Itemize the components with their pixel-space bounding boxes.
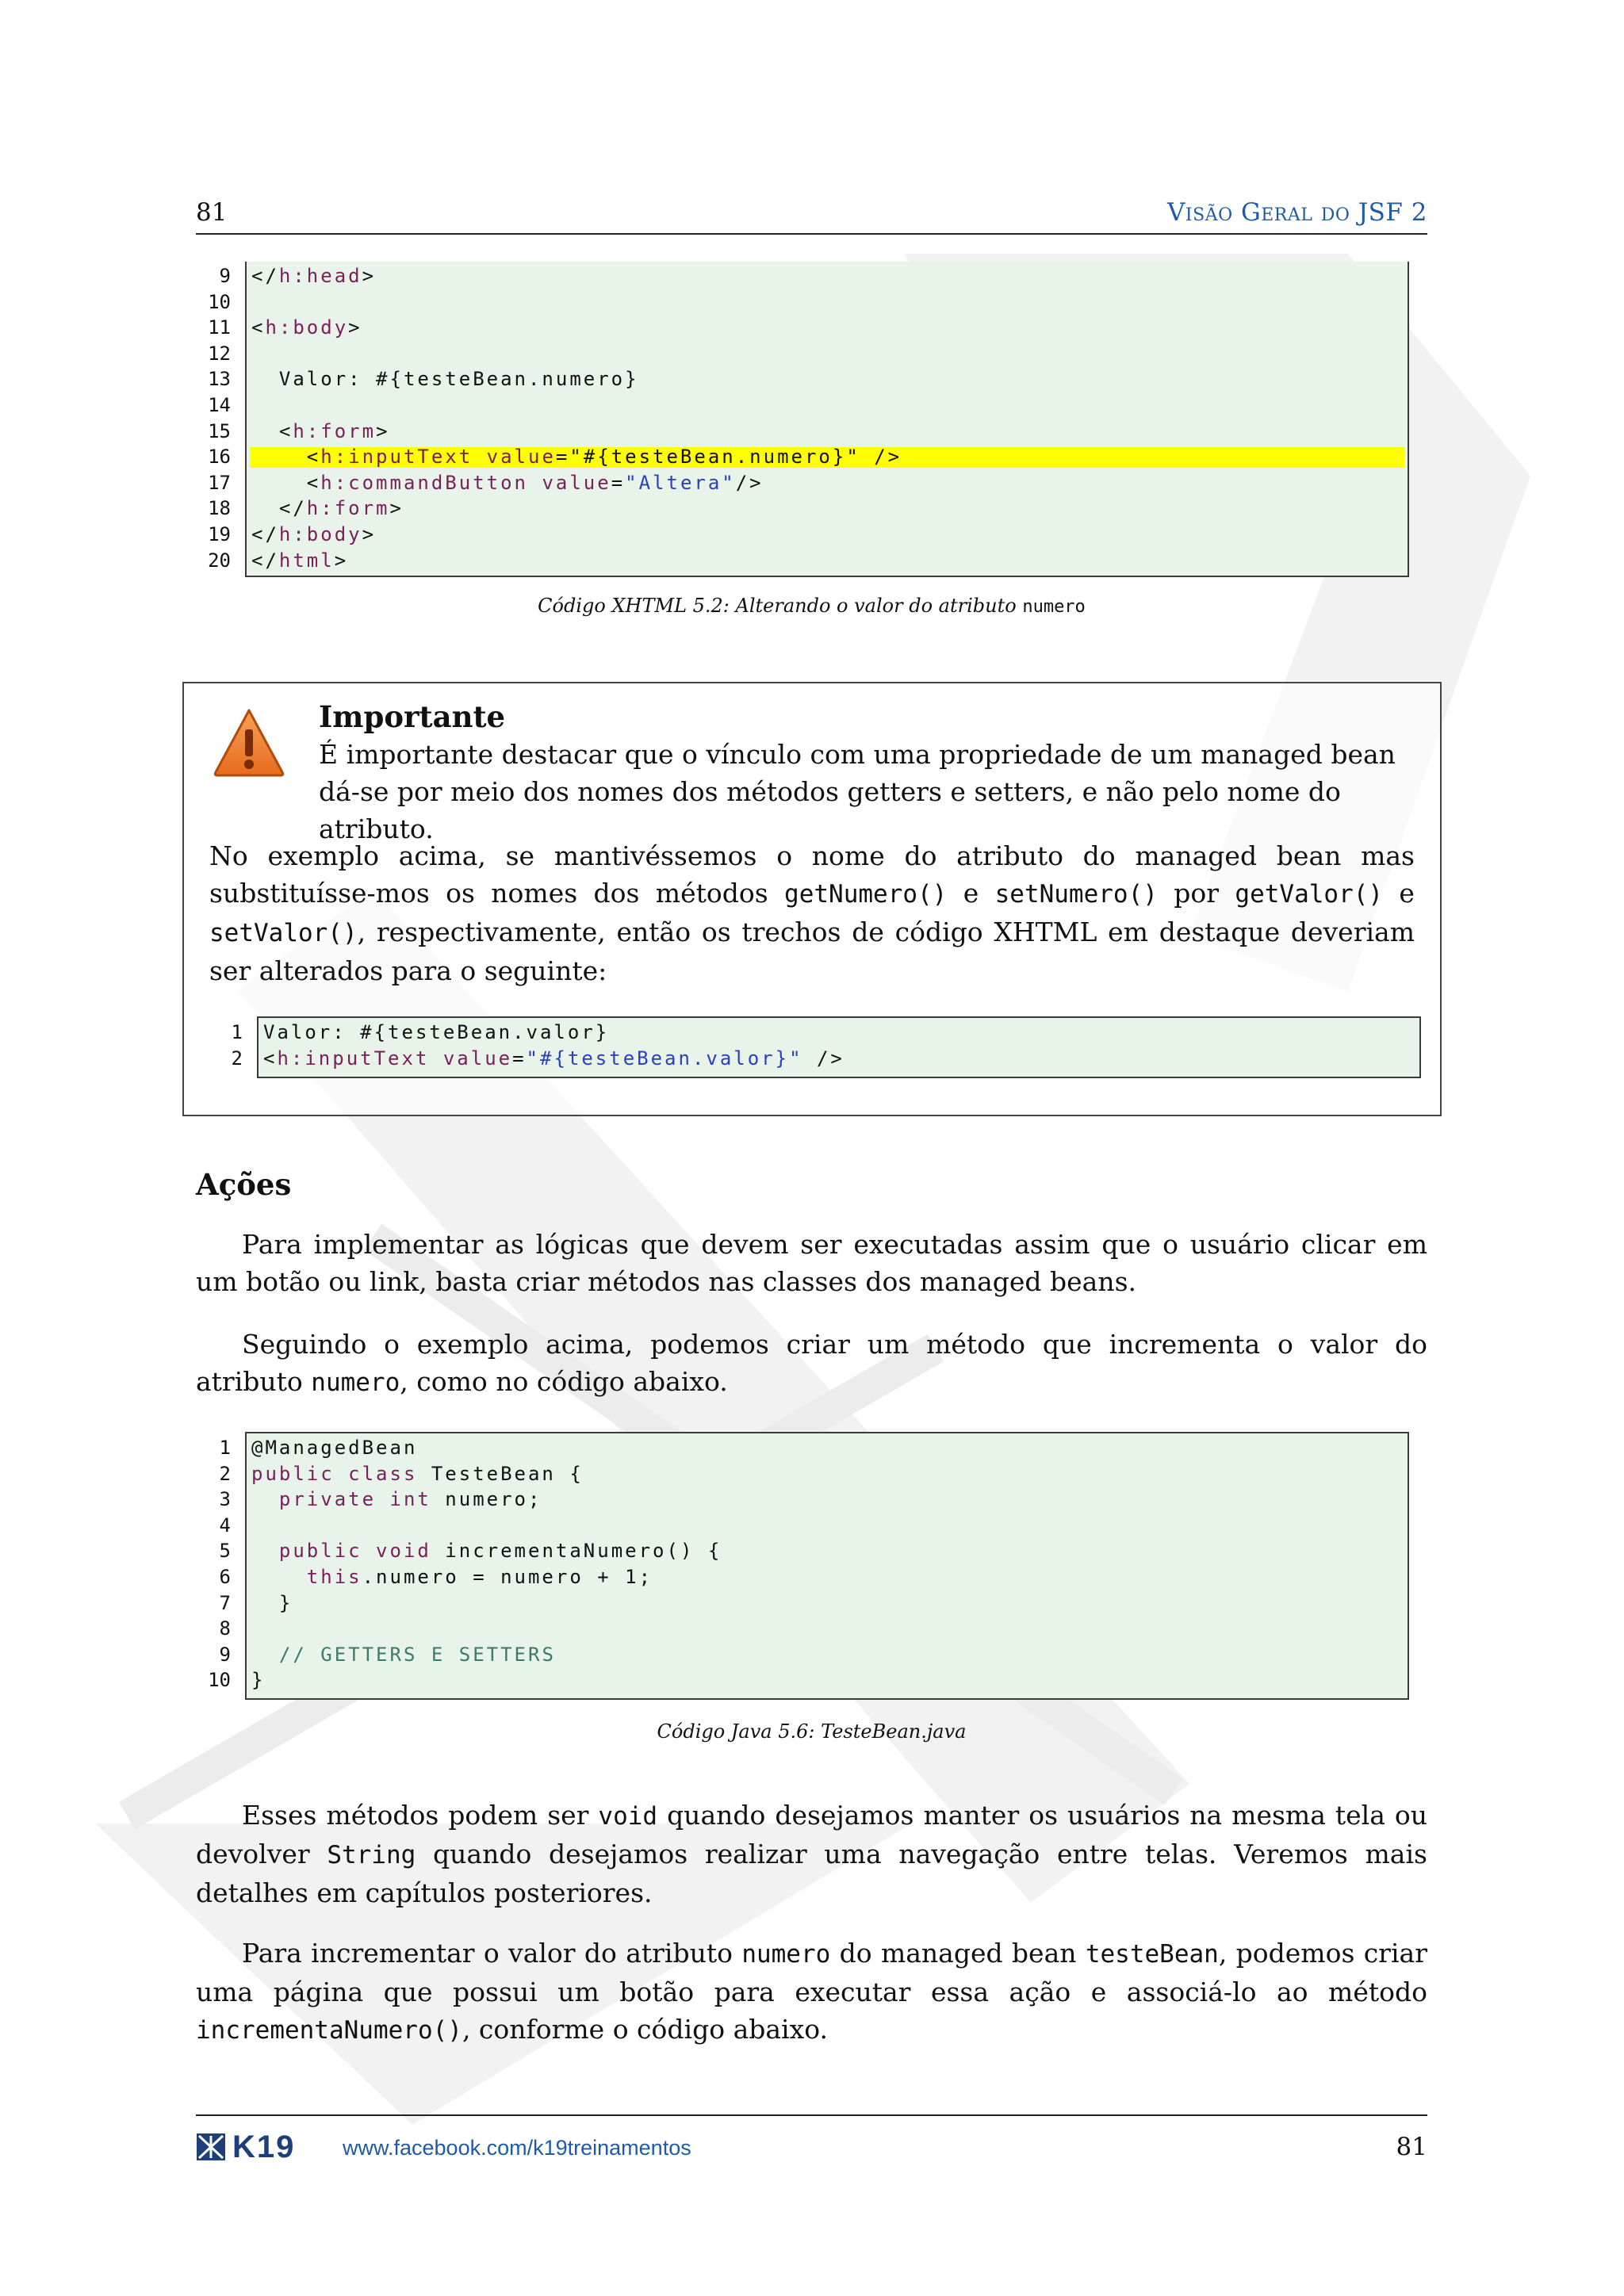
paragraph-2: Seguindo o exemplo acima, podemos criar um método que incrementa o valor do atributo numero, como no código abaixo. [196,1329,1427,1397]
warning-icon [211,706,287,779]
code-text: <h:inputText value="#{testeBean.numero}" /> [251,446,902,469]
code-text: <h:body> [251,316,362,339]
code-text: // GETTERS E SETTERS [278,1643,556,1666]
code-text: Valor: #{testeBean.numero} [251,368,639,391]
line-number: 4 [219,1513,231,1536]
code-text: public void incrementaNumero() { [278,1540,722,1563]
code-text: @ManagedBean [251,1437,418,1459]
section-heading: Ações [196,1167,292,1202]
header-chapter-title: Visão Geral do JSF 2 [1167,198,1427,227]
k19-logo-text: K19 [232,2129,296,2164]
code-text: public class TesteBean { [251,1462,584,1485]
line-number: 1 [219,1437,231,1459]
code-text: </h:body> [251,523,377,545]
k19-logo-icon [196,2133,226,2161]
line-number: 9 [219,265,231,287]
important-text: É importante destacar que o vínculo com uma propriedade de um managed bean dá-se por meio dos nomes dos métodos getters e setters, e não pelo nome do atributo. [319,739,1396,844]
code-text: this.numero = numero + 1; [306,1566,653,1588]
code-text: </html> [251,549,349,572]
header-page-number: 81 [196,198,228,227]
line-number: 15 [208,419,231,442]
important-box [182,682,1442,1116]
code-text: } [251,1669,266,1692]
line-number: 11 [208,316,231,339]
line-number: 12 [208,342,231,365]
code-text: private int numero; [278,1488,542,1511]
paragraph-4: Para incrementar o valor do atributo numero do managed bean testeBean, podemos criar uma página que possui um botão para executar essa ação e associá-lo ao método incrementaNumero(), conforme o código abaixo. [196,1938,1427,2045]
code-caption-xhtml: Código XHTML 5.2: Alterando o valor do atributo numero [538,595,1086,617]
footer-rule [196,2114,1427,2116]
line-number: 2 [231,1047,243,1070]
line-number: 9 [219,1643,231,1666]
code-text: </h:form> [251,497,404,520]
k19-logo [196,2131,295,2163]
line-number: 19 [208,523,231,545]
code-text: <h:inputText value="#{testeBean.valor}" /> [263,1047,845,1070]
code-caption-java: Código Java 5.6: TesteBean.java [657,1720,967,1743]
line-number: 18 [208,497,231,520]
code-text: Valor: #{testeBean.valor} [263,1021,610,1043]
line-number: 10 [208,290,231,313]
line-number: 13 [208,368,231,391]
line-number: 20 [208,549,231,572]
footer-page-number: 81 [1396,2133,1427,2161]
line-number: 1 [231,1021,243,1043]
line-number: 5 [219,1540,231,1563]
code-text: <h:commandButton value="Altera"/> [251,471,764,494]
line-number: 16 [208,446,231,469]
line-number: 8 [219,1617,231,1640]
paragraph-3: Esses métodos podem ser void quando desejamos manter os usuários na mesma tela ou devolver String quando desejamos realizar uma navegação entre telas. Veremos mais detalhes em capítulos posteriores. [196,1800,1427,1908]
code-box [245,262,1409,577]
header-rule [196,233,1427,235]
code-text: </h:head> [251,265,377,287]
line-number: 14 [208,394,231,416]
line-number: 7 [219,1591,231,1614]
line-number: 3 [219,1488,231,1511]
line-number: 6 [219,1566,231,1588]
footer-url-link[interactable]: www.facebook.com/k19treinamentos [343,2136,691,2160]
line-number: 10 [208,1669,231,1692]
paragraph-1: Para implementar as lógicas que devem ser executadas assim que o usuário clicar em um botão ou link, basta criar métodos nas classes dos managed beans. [196,1229,1427,1297]
line-number: 17 [208,471,231,494]
important-title: Importante [319,699,506,734]
code-text: <h:form> [251,419,390,442]
line-number: 2 [219,1462,231,1485]
important-paragraph: No exemplo acima, se mantivéssemos o nome do atributo do managed bean mas substituísse-mos os nomes dos métodos getNumero() e setNumero() por getValor() e setValor(), respectivamente, então os trechos de código XHTML em destaque deveriam ser alterados para o seguinte: [209,840,1415,986]
code-text: } [251,1591,293,1614]
